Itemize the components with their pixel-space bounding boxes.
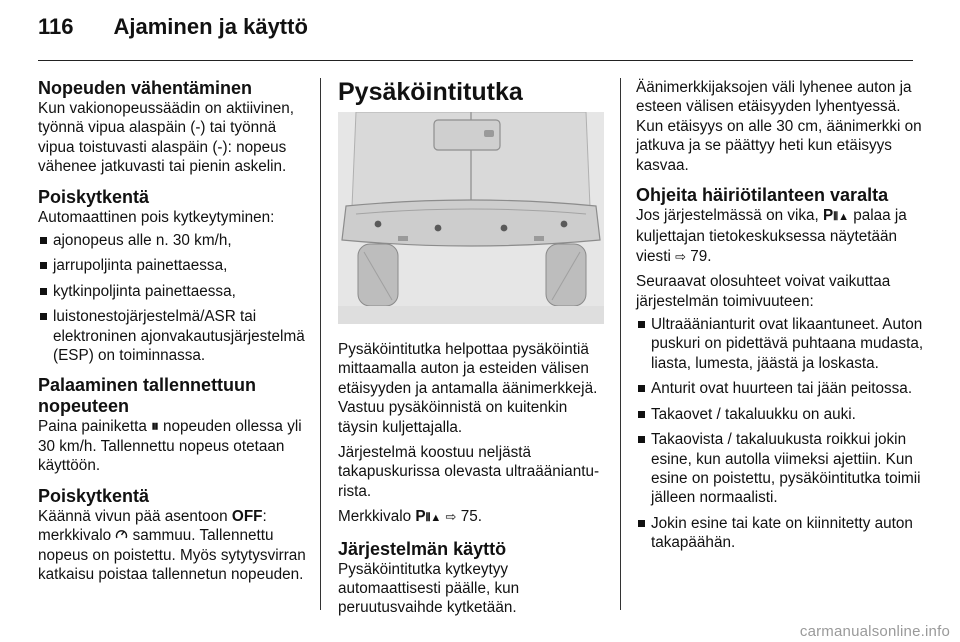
car-rear-drawing [338, 112, 604, 324]
list-item: luistonestojärjestelmä/ASR tai elektroninen ajonvakautusjärjestelmä (ESP) on toiminnassa. [38, 307, 310, 365]
paragraph: Järjestelmä koostuu neljästä takapuskurissa olevasta ultraääniantu-rista. [338, 444, 600, 500]
paragraph: Kun vakionopeussäädin on aktiivinen, työnnä vipua alaspäin (-) tai työnnä vipua toistuvasti alaspäin (-): nopeus vähenee jatkuvasti tai pienin askelin. [38, 100, 294, 176]
paragraph: Pysäköintitutka helpottaa pysäköintiä mittaamalla auton ja esteiden välisen etäisyyden ja antamalla äänimerkkejä. Vastuu pysäköinnistä on kuitenkin täysin kuljettajalla. [338, 341, 598, 436]
rear-bumper-illustration [338, 112, 604, 324]
bullet-list [636, 315, 926, 552]
header-rule [38, 60, 913, 61]
paragraph: Pysäköintitutka kytkeytyy automaattisesti päälle, kun peruutusvaihde kytketään. [338, 560, 520, 617]
list-item: ajonopeus alle n. 30 km/h, [38, 231, 310, 250]
watermark: carmanualsonline.info [799, 623, 950, 640]
section-heading: Poiskytkentä [38, 485, 150, 506]
list-item: Ultraäänianturit ovat likaantuneet. Auton puskuri on pidettävä puhtaana mudasta, liasta, lumesta, jäästä ja loskasta. [636, 315, 926, 373]
paragraph: Merkkivalo P⦀▲ ⇨ 75. [338, 508, 482, 526]
page-reference-icon: ⇨ [675, 248, 687, 264]
list-item: Takaovet / takaluukku on auki. [636, 405, 926, 424]
paragraph: Äänimerkkijaksojen väli lyhenee auton ja esteen välisen etäisyyden lyhentyessä. Kun etäisyys on alle 30 cm, äänimerkki on jatkuva ja se päättyy heti kun etäisyys kasvaa. [636, 79, 922, 174]
column-3 [636, 78, 926, 559]
section-system-operation [338, 539, 604, 618]
page-header [38, 14, 308, 40]
list-item: Takaovista / takaluukusta roikkui jokin esine, kun autolla viimeksi ajettiin. Kun esine on poistettu, pysäköintitutka toimii jälleen normaalisti. [636, 430, 926, 508]
section-heading: Palaaminen tallennettuun nopeuteen [38, 375, 257, 417]
section-resume-speed [38, 375, 310, 475]
page-reference-icon: ⇨ [445, 509, 457, 525]
section-deactivation [38, 187, 310, 366]
parking-assist-indicator-icon: P⦀▲ [823, 207, 849, 225]
list-item: Jokin esine tai kate on kiinnitetty auton takapäähän. [636, 514, 926, 553]
list-item: Anturit ovat huurteen tai jään peitossa. [636, 379, 926, 398]
parking-assist-indicator-icon: P⦀▲ [415, 508, 442, 526]
list-item: kytkinpoljinta painettaessa, [38, 282, 310, 301]
pause-button-icon: ⏸ [151, 418, 159, 436]
page-section-title: Ajaminen ja käyttö [113, 14, 308, 39]
section-speed-reduction [38, 78, 310, 177]
paragraph: Käännä vivun pää asentoon OFF: merkkivalo sammuu. Tallennettu nopeus on poistettu. Myös sytytysvirran katkaisu poistaa tallennetun nopeuden. [38, 507, 306, 583]
chapter-title: Pysäköintitutka [338, 78, 523, 106]
page-number: 116 [38, 14, 74, 39]
column-divider [320, 78, 321, 610]
list-item: jarrupoljinta painettaessa, [38, 256, 310, 275]
paragraph: Seuraavat olosuhteet voivat vaikuttaa järjestelmän toimivuuteen: [636, 273, 891, 310]
bullet-list [38, 231, 310, 365]
paragraph: Jos järjestelmässä on vika, P⦀▲ palaa ja kuljettajan tietokeskuksessa näytetään viesti ⇨ 79. [636, 207, 907, 265]
column-divider [620, 78, 621, 610]
section-heading: Nopeuden vähentäminen [38, 78, 253, 98]
column-1 [38, 78, 310, 594]
cruise-control-indicator-icon [115, 528, 128, 540]
section-heading: Järjestelmän käyttö [338, 538, 507, 559]
column-2 [338, 78, 604, 628]
section-heading: Ohjeita häiriötilanteen varalta [636, 185, 889, 206]
paragraph: Paina painiketta ⏸ nopeuden ollessa yli 30 km/h. Tallennettu nopeus otetaan käyttöön. [38, 418, 302, 475]
section-heading: Poiskytkentä [38, 186, 150, 207]
section-deactivation-2 [38, 486, 310, 585]
paragraph: Automaattinen pois kytkeytyminen: [38, 208, 275, 226]
